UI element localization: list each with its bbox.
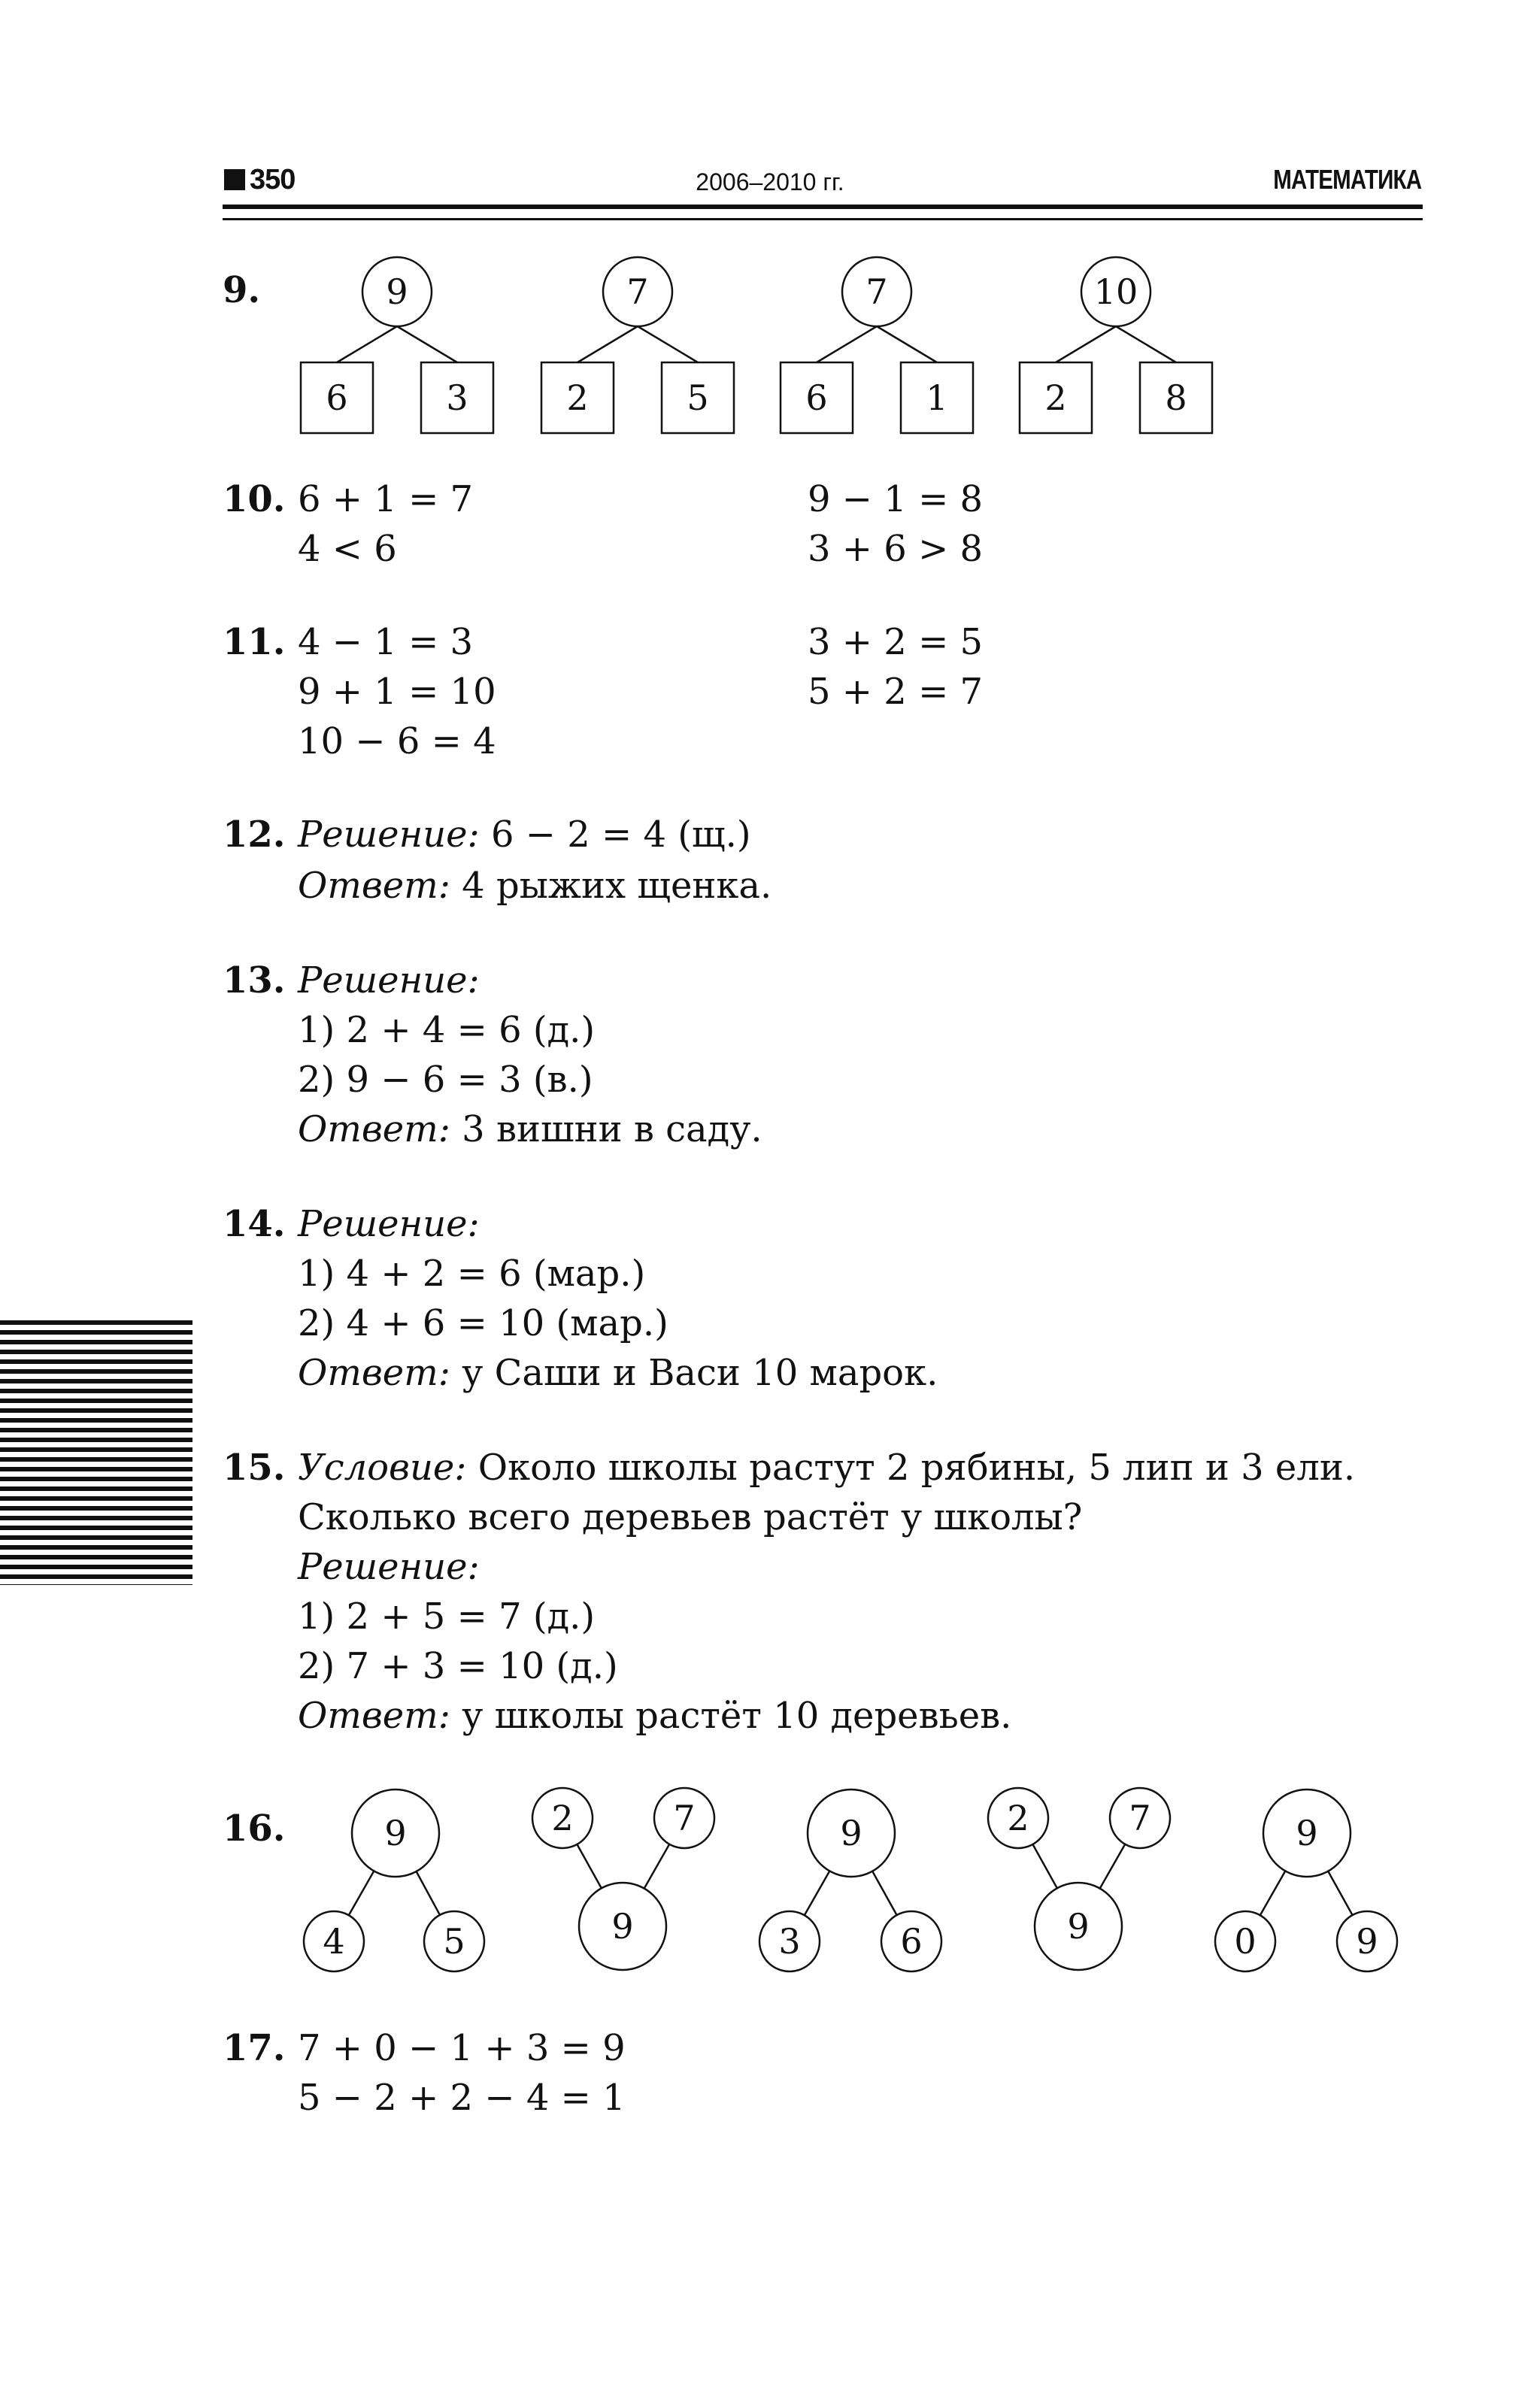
- part-value: 6: [900, 1921, 923, 1962]
- part-value: 4: [323, 1921, 345, 1962]
- tree-connector: [397, 326, 457, 362]
- answer-label: Ответ:: [298, 865, 450, 907]
- solution-text: 6 − 2 = 4 (щ.): [490, 814, 751, 856]
- answer-text: у школы растёт 10 деревьев.: [462, 1695, 1012, 1737]
- equation: 3 + 2 = 5: [808, 621, 984, 663]
- part-value: 2: [551, 1798, 574, 1838]
- solution-label: Решение:: [298, 959, 480, 1002]
- whole-value: 9: [840, 1813, 862, 1853]
- equation: 6 + 1 = 7: [298, 478, 474, 520]
- part-value: 9: [1356, 1921, 1378, 1962]
- whole-value: 9: [384, 1813, 407, 1853]
- answer-line: [298, 1695, 1011, 1737]
- header-subject: МАТЕМАТИКА: [1273, 164, 1421, 195]
- tree-left-value: 6: [326, 377, 348, 418]
- tree-connector: [578, 326, 638, 362]
- task-13-number: 13.: [223, 959, 286, 1002]
- part-value: 5: [443, 1921, 465, 1962]
- whole-value: 9: [1067, 1906, 1090, 1947]
- tree-connector: [877, 326, 937, 362]
- equation: 7 + 0 − 1 + 3 = 9: [298, 2027, 626, 2069]
- task-11-number: 11.: [223, 621, 286, 663]
- solution-step: 1) 2 + 5 = 7 (д.): [298, 1596, 596, 1638]
- tree-right-value: 3: [446, 377, 468, 418]
- equation: 5 − 2 + 2 − 4 = 1: [298, 2077, 626, 2119]
- tree-left-value: 2: [1044, 377, 1067, 418]
- answer-text: у Саши и Васи 10 марок.: [462, 1352, 938, 1394]
- solution-step: 1) 4 + 2 = 6 (мар.): [298, 1253, 646, 1295]
- condition-text: Около школы растут 2 рябины, 5 лип и 3 ели.: [477, 1447, 1356, 1489]
- tree-connector: [1116, 326, 1176, 362]
- task-12-number: 12.: [223, 814, 286, 856]
- answer-line: [298, 1108, 762, 1150]
- task-15-number: 15.: [223, 1447, 286, 1489]
- solution-label: Решение:: [298, 1546, 480, 1588]
- tree-connector: [337, 326, 397, 362]
- tree-top-value: 7: [626, 271, 649, 312]
- task-17-number: 17.: [223, 2027, 286, 2069]
- solution-label: Решение:: [298, 1203, 480, 1245]
- thumb-index-stripes: [0, 1320, 192, 1585]
- task-9-diagrams: [0, 0, 1540, 466]
- tree-left-value: 2: [566, 377, 589, 418]
- solution-step: 2) 9 − 6 = 3 (в.): [298, 1059, 593, 1101]
- equation: 9 − 1 = 8: [808, 478, 984, 520]
- equation: 4 < 6: [298, 528, 397, 570]
- whole-value: 9: [611, 1906, 634, 1947]
- answer-line: [298, 1352, 938, 1394]
- equation: 10 − 6 = 4: [298, 720, 496, 762]
- answer-label: Ответ:: [298, 1695, 450, 1737]
- solution-step: 2) 7 + 3 = 10 (д.): [298, 1645, 618, 1687]
- condition-text-2: Сколько всего деревьев растёт у школы?: [298, 1496, 1083, 1538]
- tree-right-value: 5: [687, 377, 709, 418]
- task-14-number: 14.: [223, 1203, 286, 1245]
- equation: 4 − 1 = 3: [298, 621, 474, 663]
- condition-label: Условие:: [298, 1447, 467, 1489]
- part-value: 7: [1129, 1798, 1151, 1838]
- equation: 9 + 1 = 10: [298, 671, 496, 713]
- tree-left-value: 6: [805, 377, 828, 418]
- tree-connector: [817, 326, 877, 362]
- task-9-number: 9.: [223, 269, 261, 311]
- header-years: 2006–2010 гг.: [696, 168, 844, 195]
- part-value: 2: [1007, 1798, 1029, 1838]
- tree-right-value: 8: [1165, 377, 1187, 418]
- solution-step: 1) 2 + 4 = 6 (д.): [298, 1009, 596, 1051]
- page-number: 350: [224, 164, 295, 196]
- solution-step: 2) 4 + 6 = 10 (мар.): [298, 1302, 668, 1344]
- task-10-number: 10.: [223, 478, 286, 520]
- answer-text: 3 вишни в саду.: [462, 1108, 762, 1150]
- tree-connector: [638, 326, 698, 362]
- tree-top-value: 9: [386, 271, 408, 312]
- answer-label: Ответ:: [298, 1352, 450, 1394]
- tree-top-value: 7: [865, 271, 888, 312]
- tree-connector: [1056, 326, 1116, 362]
- part-value: 0: [1234, 1921, 1257, 1962]
- answer-label: Ответ:: [298, 1108, 450, 1150]
- solution-label: Решение:: [298, 814, 480, 856]
- equation: 3 + 6 > 8: [808, 528, 984, 570]
- task-16-diagrams: [0, 1759, 1540, 1985]
- answer-line: [298, 865, 772, 907]
- condition-line: [298, 1447, 1355, 1489]
- whole-value: 9: [1296, 1813, 1318, 1853]
- tree-top-value: 10: [1093, 271, 1138, 312]
- task-16-number: 16.: [223, 1808, 286, 1850]
- tree-right-value: 1: [926, 377, 948, 418]
- answer-text: 4 рыжих щенка.: [462, 865, 772, 907]
- equation: 5 + 2 = 7: [808, 671, 984, 713]
- solution-line: [298, 814, 751, 856]
- part-value: 7: [673, 1798, 696, 1838]
- part-value: 3: [778, 1921, 801, 1962]
